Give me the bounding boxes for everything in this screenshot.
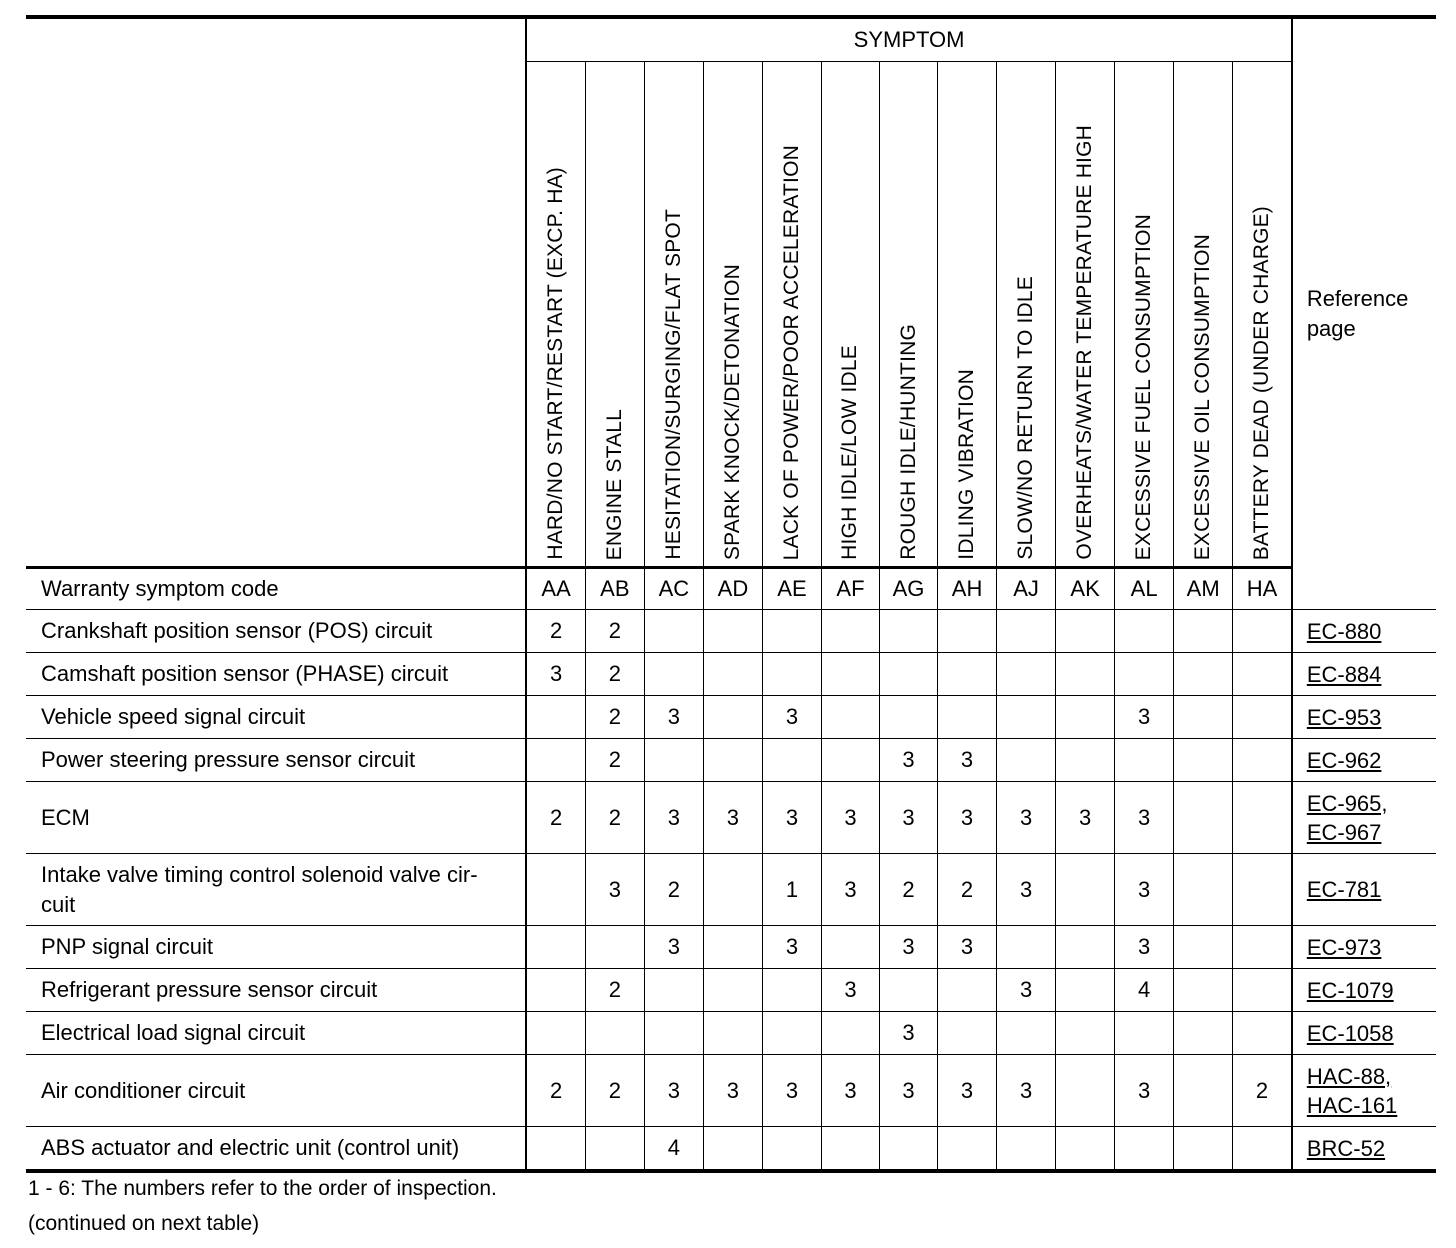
table-row [26,739,1436,782]
inspection-order-cell [938,1012,997,1055]
inspection-order-cell [526,1127,585,1172]
inspection-order-cell [1233,610,1292,653]
inspection-order-cell [1056,696,1115,739]
row-label: Power steering pressure sensor circuit [26,739,526,782]
table-row [26,696,1436,739]
warranty-code-cell: AK [1056,568,1115,610]
symptom-column-header [821,62,879,568]
warranty-code-label: Warranty symptom code [26,568,526,610]
table-row [26,854,1436,926]
symptom-label: HESITATION/SURGING/FLAT SPOT [661,209,685,560]
row-label: Electrical load signal circuit [26,1012,526,1055]
inspection-order-cell [1233,969,1292,1012]
inspection-order-cell [1115,1012,1174,1055]
inspection-order-cell [1233,854,1292,926]
warranty-code-cell: HA [1233,568,1292,610]
inspection-order-cell [821,610,879,653]
inspection-order-cell: 2 [1233,1055,1292,1127]
symptom-column-header [526,62,585,568]
inspection-order-cell: 2 [585,696,644,739]
corner-cell [26,17,526,568]
inspection-order-cell [1056,854,1115,926]
inspection-order-cell: 3 [1115,1055,1174,1127]
symptom-label: BATTERY DEAD (UNDER CHARGE) [1250,205,1273,560]
warranty-code-cell: AJ [997,568,1056,610]
inspection-order-cell [762,1012,821,1055]
inspection-order-cell [1115,610,1174,653]
table-row [26,653,1436,696]
inspection-order-note: 1 - 6: The numbers refer to the order of inspection. [28,1177,497,1200]
inspection-order-cell [1233,1012,1292,1055]
inspection-order-cell [1174,782,1233,854]
inspection-order-cell: 3 [1056,782,1115,854]
reference-page-link[interactable]: EC-1079 [1306,977,1394,1003]
reference-page-link[interactable]: EC-967 [1306,819,1382,845]
symptom-label: ROUGH IDLE/HUNTING [896,324,920,560]
inspection-order-cell [938,610,997,653]
symptom-label: HARD/NO START/RESTART (EXCP. HA) [544,167,568,560]
inspection-order-cell: 3 [644,696,703,739]
reference-cell [1292,1055,1436,1127]
inspection-order-cell: 3 [997,969,1056,1012]
inspection-order-cell: 3 [644,1055,703,1127]
inspection-order-cell: 3 [1115,854,1174,926]
warranty-code-cell: AM [1174,568,1233,610]
symptom-label: OVERHEATS/WATER TEMPERATURE HIGH [1073,125,1097,560]
inspection-order-cell [644,1012,703,1055]
warranty-code-cell: AG [880,568,938,610]
table-row [26,610,1436,653]
inspection-order-cell [1174,653,1233,696]
inspection-order-cell [1056,1127,1115,1172]
inspection-order-cell: 3 [762,926,821,969]
warranty-code-cell: AC [644,568,703,610]
reference-page-link[interactable]: EC-962 [1306,747,1382,773]
inspection-order-cell [997,739,1056,782]
inspection-order-cell [585,1127,644,1172]
table-row [26,1127,1436,1172]
inspection-order-cell [644,969,703,1012]
inspection-order-cell [938,969,997,1012]
inspection-order-cell [1056,926,1115,969]
inspection-order-cell: 3 [585,854,644,926]
reference-cell [1292,854,1436,926]
inspection-order-cell [938,653,997,696]
symptom-matrix-table [26,15,1436,1173]
reference-cell [1292,739,1436,782]
inspection-order-cell: 3 [821,854,879,926]
inspection-order-cell: 2 [938,854,997,926]
reference-page-link[interactable]: EC-884 [1306,661,1382,687]
row-label: PNP signal circuit [26,926,526,969]
reference-cell [1292,969,1436,1012]
inspection-order-cell: 3 [644,782,703,854]
inspection-order-cell [997,653,1056,696]
reference-page-link[interactable]: EC-880 [1306,618,1382,644]
inspection-order-cell: 4 [1115,969,1174,1012]
inspection-order-cell [1233,653,1292,696]
symptom-column-header [644,62,703,568]
inspection-order-cell: 3 [997,782,1056,854]
reference-cell [1292,1127,1436,1172]
reference-page-link[interactable]: HAC-88, [1306,1063,1392,1089]
reference-page-link[interactable]: EC-1058 [1306,1020,1394,1046]
inspection-order-cell [1174,969,1233,1012]
inspection-order-cell [1233,926,1292,969]
inspection-order-cell [997,696,1056,739]
inspection-order-cell [585,1012,644,1055]
inspection-order-cell [880,1127,938,1172]
symptom-column-header [938,62,997,568]
inspection-order-cell: 3 [1115,696,1174,739]
inspection-order-cell [1174,1055,1233,1127]
inspection-order-cell [1174,1012,1233,1055]
symptom-column-header [703,62,762,568]
inspection-order-cell [703,969,762,1012]
inspection-order-cell: 2 [585,782,644,854]
reference-page-link[interactable]: EC-973 [1306,934,1382,960]
reference-page-link[interactable]: EC-965, [1306,790,1388,816]
inspection-order-cell [762,739,821,782]
inspection-order-cell [1233,1127,1292,1172]
inspection-order-cell: 3 [880,1012,938,1055]
inspection-order-cell [526,854,585,926]
row-label-line: Intake valve timing control solenoid valve cir- [41,861,478,887]
symptom-label: SLOW/NO RETURN TO IDLE [1014,276,1038,560]
inspection-order-cell [703,926,762,969]
reference-cell [1292,610,1436,653]
continued-note: (continued on next table) [28,1212,260,1235]
row-label: Crankshaft position sensor (POS) circuit [26,610,526,653]
inspection-order-cell: 2 [526,782,585,854]
inspection-order-cell: 3 [938,926,997,969]
reference-page-link[interactable]: EC-781 [1306,877,1382,902]
inspection-order-cell [1056,1012,1115,1055]
inspection-order-cell [762,653,821,696]
inspection-order-cell [703,1127,762,1172]
inspection-order-cell [762,1127,821,1172]
inspection-order-cell [703,653,762,696]
symptom-label: LACK OF POWER/POOR ACCELERATION [779,144,803,560]
inspection-order-cell: 1 [762,854,821,926]
inspection-order-cell [644,739,703,782]
inspection-order-cell: 3 [880,739,938,782]
inspection-order-cell: 4 [644,1127,703,1172]
inspection-order-cell [880,969,938,1012]
inspection-order-cell: 3 [703,1055,762,1127]
inspection-order-cell [1056,1055,1115,1127]
symptom-column-header [997,62,1056,568]
reference-page-header: Reference page [1292,17,1436,610]
inspection-order-cell [703,739,762,782]
reference-cell [1292,653,1436,696]
inspection-order-cell: 3 [938,1055,997,1127]
warranty-code-cell: AB [585,568,644,610]
inspection-order-cell: 3 [880,1055,938,1127]
symptom-column-header [585,62,644,568]
symptom-label: SPARK KNOCK/DETONATION [720,263,744,560]
reference-cell [1292,926,1436,969]
inspection-order-cell: 2 [585,653,644,696]
inspection-order-cell: 3 [938,782,997,854]
symptom-column-header [1174,62,1233,568]
inspection-order-cell [526,739,585,782]
inspection-order-cell [1115,739,1174,782]
symptom-column-header [1115,62,1174,568]
inspection-order-cell [1056,610,1115,653]
symptom-label: IDLING VIBRATION [955,369,979,560]
inspection-order-cell [644,610,703,653]
inspection-order-cell: 2 [585,739,644,782]
inspection-order-cell [703,854,762,926]
symptom-label: ENGINE STALL [602,408,626,560]
inspection-order-cell [821,1012,879,1055]
symptom-label: EXCESSIVE FUEL CONSUMPTION [1132,213,1156,560]
row-label-line: cuit [41,891,76,917]
reference-page-link[interactable]: BRC-52 [1306,1135,1386,1161]
inspection-order-cell [703,610,762,653]
table-row [26,926,1436,969]
inspection-order-cell [1233,696,1292,739]
inspection-order-cell [997,1012,1056,1055]
row-label: Air conditioner circuit [26,1055,526,1127]
inspection-order-cell [585,926,644,969]
inspection-order-cell [526,696,585,739]
inspection-order-cell: 3 [1115,782,1174,854]
table-row [26,782,1436,854]
row-label: ABS actuator and electric unit (control unit) [26,1127,526,1172]
inspection-order-cell [997,1127,1056,1172]
inspection-order-cell: 3 [1115,926,1174,969]
inspection-order-cell: 2 [585,610,644,653]
inspection-order-cell [997,926,1056,969]
inspection-order-cell [1233,739,1292,782]
row-label: Vehicle speed signal circuit [26,696,526,739]
inspection-order-cell: 2 [526,1055,585,1127]
warranty-code-cell: AF [821,568,879,610]
inspection-order-cell [1174,739,1233,782]
inspection-order-cell [1233,782,1292,854]
inspection-order-cell: 2 [585,969,644,1012]
inspection-order-cell [1174,696,1233,739]
row-label: Camshaft position sensor (PHASE) circuit [26,653,526,696]
inspection-order-cell: 3 [526,653,585,696]
inspection-order-cell: 2 [644,854,703,926]
symptom-column-header [1233,62,1292,568]
inspection-order-cell [821,696,879,739]
inspection-order-cell: 3 [821,782,879,854]
inspection-order-cell: 2 [880,854,938,926]
symptom-label: HIGH IDLE/LOW IDLE [838,345,862,560]
reference-cell [1292,1012,1436,1055]
inspection-order-cell [997,610,1056,653]
inspection-order-cell [821,739,879,782]
row-label: ECM [26,782,526,854]
inspection-order-cell [821,1127,879,1172]
symptom-column-header [880,62,938,568]
reference-page-link[interactable]: EC-953 [1306,704,1382,730]
inspection-order-cell: 2 [526,610,585,653]
inspection-order-cell [1115,1127,1174,1172]
inspection-order-cell: 2 [585,1055,644,1127]
warranty-code-cell: AD [703,568,762,610]
inspection-order-cell [526,926,585,969]
inspection-order-cell [1056,969,1115,1012]
inspection-order-cell [644,653,703,696]
inspection-order-cell: 3 [821,969,879,1012]
reference-cell [1292,782,1436,854]
inspection-order-cell [526,1012,585,1055]
inspection-order-cell [1174,854,1233,926]
inspection-order-cell [880,696,938,739]
symptom-column-header [1056,62,1115,568]
table-row [26,1055,1436,1127]
row-label [26,854,526,926]
table-row [26,1012,1436,1055]
inspection-order-cell [821,926,879,969]
warranty-code-cell: AL [1115,568,1174,610]
row-label: Refrigerant pressure sensor circuit [26,969,526,1012]
symptom-label: EXCESSIVE OIL CONSUMPTION [1191,233,1215,560]
inspection-order-cell [1056,739,1115,782]
inspection-order-cell: 3 [880,926,938,969]
inspection-order-cell [703,1012,762,1055]
inspection-order-cell: 3 [880,782,938,854]
inspection-order-cell: 3 [821,1055,879,1127]
reference-cell [1292,696,1436,739]
inspection-order-cell: 3 [762,782,821,854]
inspection-order-cell [821,653,879,696]
inspection-order-cell [938,696,997,739]
symptom-header: SYMPTOM [526,17,1292,62]
inspection-order-cell: 3 [644,926,703,969]
inspection-order-cell [762,610,821,653]
reference-page-link[interactable]: HAC-161 [1306,1092,1398,1118]
inspection-order-cell: 3 [703,782,762,854]
warranty-code-cell: AH [938,568,997,610]
warranty-code-cell: AE [762,568,821,610]
inspection-order-cell [1174,610,1233,653]
inspection-order-cell [762,969,821,1012]
inspection-order-cell [1056,653,1115,696]
inspection-order-cell: 3 [762,696,821,739]
inspection-order-cell [880,653,938,696]
inspection-order-cell [1174,1127,1233,1172]
inspection-order-cell [938,1127,997,1172]
inspection-order-cell [1174,926,1233,969]
symptom-column-header [762,62,821,568]
inspection-order-cell [880,610,938,653]
table-row [26,969,1436,1012]
inspection-order-cell [703,696,762,739]
inspection-order-cell: 3 [938,739,997,782]
warranty-code-cell: AA [526,568,585,610]
inspection-order-cell [526,969,585,1012]
inspection-order-cell: 3 [997,1055,1056,1127]
inspection-order-cell: 3 [762,1055,821,1127]
inspection-order-cell: 3 [997,854,1056,926]
inspection-order-cell [1115,653,1174,696]
